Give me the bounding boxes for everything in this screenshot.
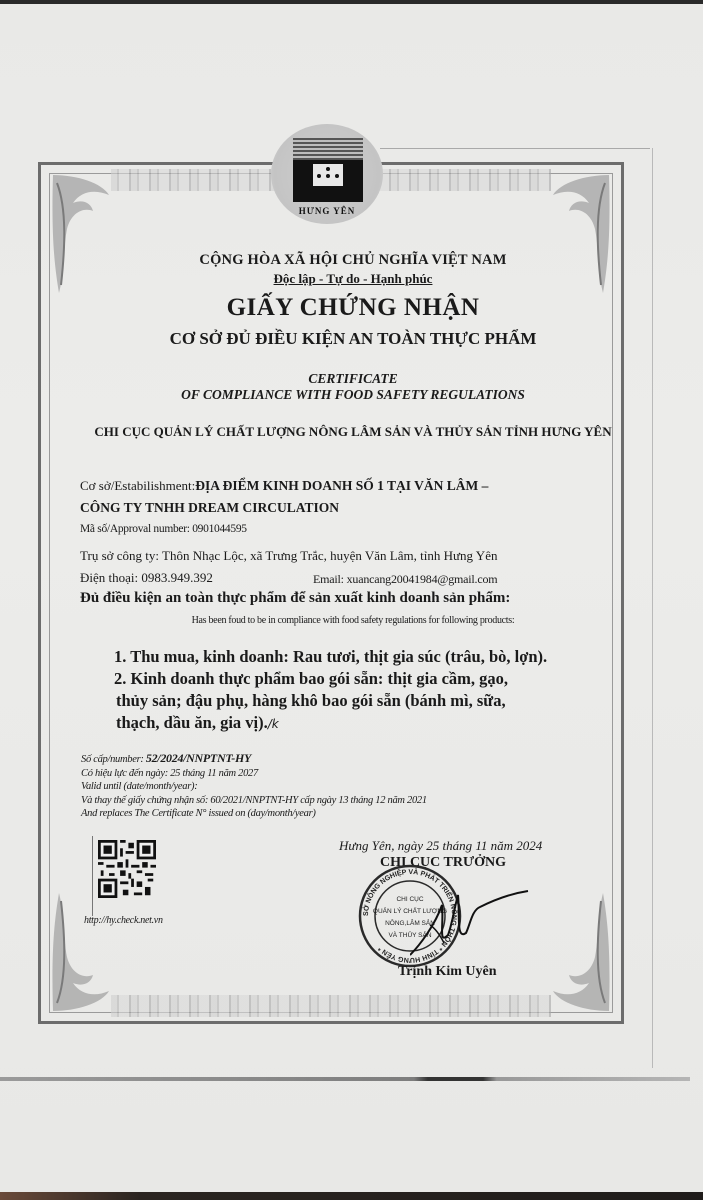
email-line <box>313 572 497 587</box>
product-item-2-line1: 2. Kinh doanh thực phẩm bao gói sẵn: thịt gia cầm, gạo, <box>114 669 509 688</box>
certificate-subtitle: CƠ SỞ ĐỦ ĐIỀU KIỆN AN TOÀN THỰC PHẨM <box>169 329 537 348</box>
stamp-ring-text: SỞ NÔNG NGHIỆP VÀ PHÁT TRIỂN NÔNG THÔN * TỈNH HƯNG YÊN * <box>362 868 458 964</box>
eligibility-statement-en: Has been foud to be in compliance with food safety regulations for following products: <box>191 615 515 626</box>
address-value: Thôn Nhạc Lộc, xã Trưng Trắc, huyện Văn Lâm, tỉnh Hưng Yên <box>162 548 498 563</box>
svg-text:CHI CỤC: CHI CỤC <box>396 896 424 903</box>
product-item-2-line3 <box>114 712 614 735</box>
underlying-sheet-edge <box>380 148 650 149</box>
logo-n-mark <box>293 138 363 202</box>
certificate-title: GIẤY CHỨNG NHẬN <box>226 294 480 321</box>
svg-text:QUẢN LÝ CHẤT LƯỢNG: QUẢN LÝ CHẤT LƯỢNG <box>372 908 448 915</box>
ornamental-band-bottom <box>111 995 551 1017</box>
establishment-line <box>80 478 488 494</box>
establishment-name-line2: CÔNG TY TNHH DREAM CIRCULATION <box>80 500 340 515</box>
address-line <box>80 548 497 564</box>
fold-crease <box>0 1077 690 1081</box>
email-label: Email: <box>313 572 347 586</box>
phone-line <box>80 570 213 586</box>
replaces-en: And replaces The Certificate N° issued on (day/month/year) <box>81 808 316 819</box>
valid-until-vi: Có hiệu lực đến ngày: 25 tháng 11 năm 2027 <box>81 767 258 779</box>
certificate-number: 52/2024/NNPTNT-HY <box>145 751 252 765</box>
certificate-subtitle-en: OF COMPLIANCE WITH FOOD SAFETY REGULATIONS <box>181 387 525 402</box>
qr-code-icon <box>98 840 156 898</box>
product-list <box>114 646 614 735</box>
svg-text:NÔNG,LÂM SẢN: NÔNG,LÂM SẢN <box>385 920 435 927</box>
approval-number: 0901044595 <box>192 523 247 535</box>
signer-position: CHI CỤC TRƯỞNG <box>380 855 507 870</box>
hand-mark: /k <box>267 717 279 731</box>
certificate-number-line <box>81 752 427 767</box>
approval-number-line <box>80 523 247 535</box>
phone-value: 0983.949.392 <box>141 570 213 585</box>
certificate-title-en: CERTIFICATE <box>308 371 398 386</box>
qr-divider <box>92 836 93 916</box>
replaces-vi: Và thay thế giấy chứng nhận số: 60/2021/NNPTNT-HY cấp ngày 13 tháng 12 năm 2021 <box>81 794 427 806</box>
address-label: Trụ sở công ty: <box>80 548 163 563</box>
place-and-date: Hưng Yên, ngày 25 tháng 11 năm 2024 <box>339 838 543 853</box>
valid-until-en: Valid until (date/month/year): <box>81 781 198 792</box>
certificate-references <box>81 752 427 821</box>
motto-text: Độc lập - Tự do - Hạnh phúc <box>273 271 433 286</box>
verification-url[interactable]: http://hy.check.net.vn <box>84 915 163 926</box>
national-motto <box>60 271 646 287</box>
establishment-name: ĐỊA ĐIỂM KINH DOANH SỐ 1 TẠI VĂN LÂM – <box>195 478 489 493</box>
nation-heading: CỘNG HÒA XÃ HỘI CHỦ NGHĨA VIỆT NAM <box>199 252 507 268</box>
photo-bottom-edge <box>0 1192 703 1200</box>
approval-label: Mã số/Approval number: <box>80 523 193 535</box>
product-item-1: 1. Thu mua, kinh doanh: Rau tươi, thịt gia súc (trâu, bò, lợn). <box>114 647 548 666</box>
eligibility-statement: Đủ điều kiện an toàn thực phẩm để sản xuất kinh doanh sản phẩm: <box>80 590 511 606</box>
gate-icon <box>313 164 343 186</box>
number-label: Số cấp/number: <box>81 754 146 765</box>
photo-top-edge <box>0 0 703 4</box>
product-item-2-line3-text: thạch, dầu ăn, gia vị). <box>116 713 268 732</box>
establishment-label: Cơ sở/Estabilishment: <box>80 478 196 493</box>
hung-yen-logo <box>271 124 383 224</box>
leaf-ornament-icon <box>545 887 615 1017</box>
product-item-2-line2: thủy sản; đậu phụ, hàng khô bao gói sẵn (bánh mì, sữa, <box>116 691 506 710</box>
signature-icon <box>410 885 530 965</box>
underlying-sheet-edge-right <box>652 148 653 1068</box>
signer-name: Trịnh Kim Uyên <box>398 964 497 979</box>
logo-text: HƯNG YÊN <box>298 206 356 216</box>
svg-text:VÀ THỦY SẢN: VÀ THỦY SẢN <box>388 932 432 939</box>
issuing-agency: CHI CỤC QUẢN LÝ CHẤT LƯỢNG NÔNG LÂM SẢN VÀ THỦY SẢN TỈNH HƯNG YÊN <box>94 424 612 439</box>
email-value: xuancang20041984@gmail.com <box>346 572 498 586</box>
phone-label: Điện thoại: <box>80 570 142 585</box>
leaf-ornament-icon <box>47 887 117 1017</box>
